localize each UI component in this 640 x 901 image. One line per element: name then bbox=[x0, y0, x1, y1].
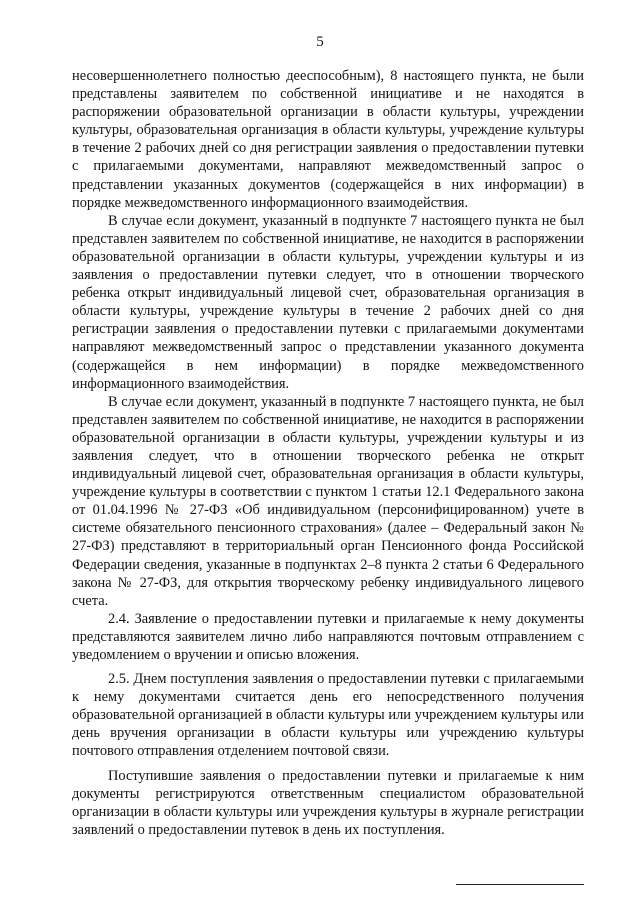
paragraph-document-7-personal-account-open: В случае если документ, указанный в подпункте 7 настоящего пункта не был представлен заявителем по собственной инициативе, не находится в распоряжении образовательной организации в области культуры, учреждении культуры и из заявления о предоставлении путевки следует, что в отношении творческого ребенка открыт индивидуальный лицевой счет, образовательная организация в области культуры, учреждение культуры в течение 2 рабочих дней со дня регистрации заявления о предоставлении путевки с прилагаемыми документами направляют межведомственный запрос о представлении указанного документа (содержащейся в нем информации) в порядке межведомственного информационного взаимодействия. bbox=[72, 212, 584, 392]
paragraph-2-5-application-receipt-day: 2.5. Днем поступления заявления о предоставлении путевки с прилагаемыми к нему документами считается день его непосредственного получения образовательной организацией в области культуры или учреждением культуры или день вручения организации в области культуры или учреждению культуры почтового отправления отделением почтовой связи. bbox=[72, 671, 584, 760]
document-body bbox=[72, 67, 584, 839]
footer-rule bbox=[456, 884, 584, 885]
paragraph-document-7-personal-account-not-open: В случае если документ, указанный в подпункте 7 настоящего пункта, не был представлен заявителем по собственной инициативе, не находится в распоряжении образовательной организации в области культуры, учреждении культуры и из заявления следует, что в отношении творческого ребенка не открыт индивидуальный лицевой счет, образовательная организация в области культуры, учреждение культуры в соответствии с пунктом 1 статьи 12.1 Федерального закона от 01.04.1996 № 27-ФЗ «Об индивидуальном (персонифицированном) учете в системе обязательного пенсионного страхования» (далее – Федеральный закон № 27-ФЗ) представляют в территориальный орган Пенсионного фонда Российской Федерации сведения, указанные в подпунктах 2–8 пункта 2 статьи 6 Федерального закона № 27-ФЗ, для открытия творческому ребенку индивидуального лицевого счета. bbox=[72, 393, 584, 609]
paragraph-application-registration: Поступившие заявления о предоставлении путевки и прилагаемые к ним документы регистрируются ответственным специалистом образовательной организации в области культуры или учреждения культуры в журнале регистрации заявлений о предоставлении путевок в день их поступления. bbox=[72, 767, 584, 838]
page-number: 5 bbox=[316, 34, 324, 50]
paragraph-continuation: несовершеннолетнего полностью дееспособным), 8 настоящего пункта, не были представлены заявителем по собственной инициативе и не находятся в распоряжении образовательной организации в области культуры, учреждении культуры, образовательная организация в области культуры, учреждение культуры в течение 2 рабочих дней со дня регистрации заявления о предоставлении путевки с прилагаемыми документами, направляют межведомственный запрос о представлении указанных документов (содержащейся в них информации) в порядке межведомственного информационного взаимодействия. bbox=[72, 68, 584, 211]
paragraph-2-4-application-submission: 2.4. Заявление о предоставлении путевки и прилагаемые к нему документы представляются заявителем лично либо направляются почтовым отправлением с уведомлением о вручении и описью вложения. bbox=[72, 610, 584, 663]
